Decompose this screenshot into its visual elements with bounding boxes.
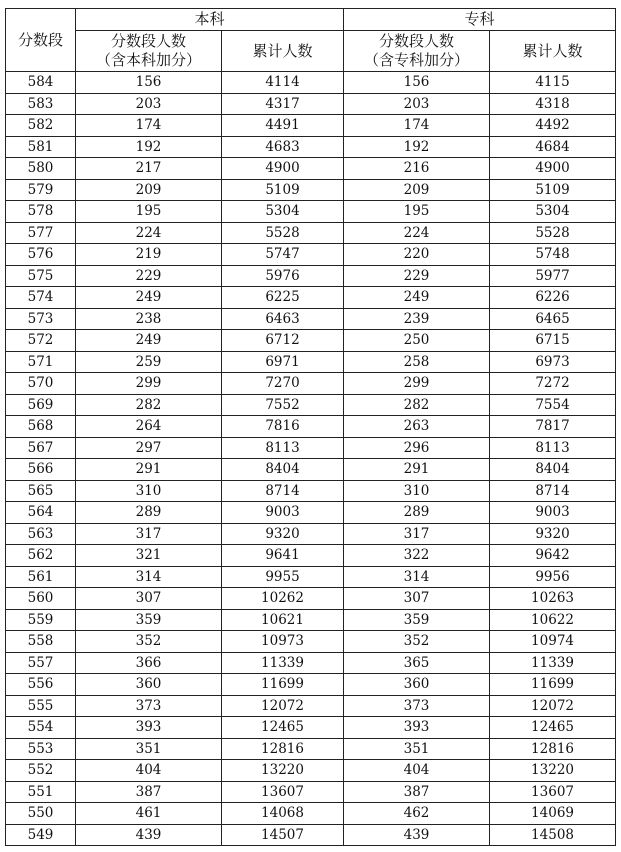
- vocational-cumulative-cell: 6973: [490, 351, 616, 373]
- undergrad-cumulative-cell: 14068: [222, 803, 344, 825]
- undergrad-count-cell: 359: [76, 609, 222, 631]
- table-row: [6, 738, 616, 760]
- score-cell: 555: [6, 695, 76, 717]
- undergrad-count-cell: 229: [76, 265, 222, 287]
- undergrad-cumulative-cell: 12816: [222, 738, 344, 760]
- score-cell: 573: [6, 308, 76, 330]
- score-cell: 572: [6, 330, 76, 352]
- undergrad-count-cell: 249: [76, 287, 222, 309]
- undergrad-count-cell: 174: [76, 115, 222, 137]
- score-cell: 578: [6, 201, 76, 223]
- vocational-count-cell: 365: [344, 652, 490, 674]
- table-row: [6, 265, 616, 287]
- table-row: [6, 351, 616, 373]
- undergrad-cumulative-cell: 9955: [222, 566, 344, 588]
- vocational-cumulative-cell: 5109: [490, 179, 616, 201]
- table-row: [6, 158, 616, 180]
- undergrad-cumulative-cell: 7816: [222, 416, 344, 438]
- vocational-count-cell: 387: [344, 781, 490, 803]
- vocational-cumulative-cell: 5977: [490, 265, 616, 287]
- vocational-cumulative-cell: 9003: [490, 502, 616, 524]
- vocational-cumulative-cell: 7817: [490, 416, 616, 438]
- vocational-cumulative-cell: 7554: [490, 394, 616, 416]
- score-cell: 582: [6, 115, 76, 137]
- undergrad-count-cell: 404: [76, 760, 222, 782]
- table-row: [6, 803, 616, 825]
- vocational-cumulative-cell: 12816: [490, 738, 616, 760]
- score-cell: 559: [6, 609, 76, 631]
- header-sub-row: [6, 31, 616, 72]
- undergrad-count-cell: 249: [76, 330, 222, 352]
- vocational-cumulative-cell: 8113: [490, 437, 616, 459]
- vocational-count-cell: 203: [344, 93, 490, 115]
- table-row: [6, 674, 616, 696]
- vocational-cumulative-cell: 7272: [490, 373, 616, 395]
- vocational-count-cell: 314: [344, 566, 490, 588]
- vocational-cumulative-cell: 14508: [490, 824, 616, 846]
- undergrad-count-header: [76, 31, 222, 72]
- score-cell: 557: [6, 652, 76, 674]
- undergrad-cumulative-cell: 6463: [222, 308, 344, 330]
- undergrad-count-cell: 297: [76, 437, 222, 459]
- vocational-count-cell: 258: [344, 351, 490, 373]
- vocational-count-header: [344, 31, 490, 72]
- score-cell: 556: [6, 674, 76, 696]
- undergrad-count-header-line1: 分数段人数: [110, 32, 186, 50]
- score-cell: 570: [6, 373, 76, 395]
- undergrad-cumulative-cell: 11339: [222, 652, 344, 674]
- undergrad-count-cell: 366: [76, 652, 222, 674]
- score-cell: 563: [6, 523, 76, 545]
- vocational-cumulative-cell: 8404: [490, 459, 616, 481]
- undergrad-count-cell: 209: [76, 179, 222, 201]
- undergrad-cumulative-header: 累计人数: [222, 31, 344, 72]
- score-cell: 549: [6, 824, 76, 846]
- undergrad-count-cell: 307: [76, 588, 222, 610]
- undergrad-cumulative-cell: 4317: [222, 93, 344, 115]
- undergrad-count-cell: 219: [76, 244, 222, 266]
- table-row: [6, 222, 616, 244]
- undergrad-cumulative-cell: 9320: [222, 523, 344, 545]
- score-cell: 583: [6, 93, 76, 115]
- score-cell: 552: [6, 760, 76, 782]
- vocational-count-cell: 209: [344, 179, 490, 201]
- vocational-cumulative-cell: 13607: [490, 781, 616, 803]
- table-row: [6, 545, 616, 567]
- vocational-count-cell: 439: [344, 824, 490, 846]
- undergrad-cumulative-cell: 6712: [222, 330, 344, 352]
- vocational-count-cell: 174: [344, 115, 490, 137]
- vocational-cumulative-cell: 5748: [490, 244, 616, 266]
- undergrad-cumulative-cell: 5528: [222, 222, 344, 244]
- vocational-count-cell: 393: [344, 717, 490, 739]
- table-row: [6, 201, 616, 223]
- vocational-cumulative-cell: 4115: [490, 72, 616, 94]
- score-distribution-table: [5, 8, 616, 846]
- undergrad-cumulative-cell: 11699: [222, 674, 344, 696]
- vocational-count-cell: 249: [344, 287, 490, 309]
- undergrad-count-cell: 264: [76, 416, 222, 438]
- vocational-cumulative-cell: 5528: [490, 222, 616, 244]
- vocational-cumulative-cell: 13220: [490, 760, 616, 782]
- score-cell: 569: [6, 394, 76, 416]
- vocational-count-cell: 239: [344, 308, 490, 330]
- undergrad-count-header-line2: （含本科加分）: [95, 51, 201, 69]
- vocational-cumulative-cell: 11339: [490, 652, 616, 674]
- table-row: [6, 631, 616, 653]
- table-row: [6, 609, 616, 631]
- score-cell: 574: [6, 287, 76, 309]
- vocational-cumulative-cell: 11699: [490, 674, 616, 696]
- vocational-cumulative-cell: 4318: [490, 93, 616, 115]
- undergrad-count-cell: 321: [76, 545, 222, 567]
- undergrad-cumulative-cell: 13220: [222, 760, 344, 782]
- undergrad-cumulative-cell: 5304: [222, 201, 344, 223]
- undergrad-cumulative-cell: 12072: [222, 695, 344, 717]
- score-cell: 567: [6, 437, 76, 459]
- undergrad-count-cell: 156: [76, 72, 222, 94]
- vocational-cumulative-cell: 4684: [490, 136, 616, 158]
- vocational-cumulative-cell: 10974: [490, 631, 616, 653]
- vocational-count-cell: 195: [344, 201, 490, 223]
- undergrad-cumulative-cell: 4683: [222, 136, 344, 158]
- score-cell: 577: [6, 222, 76, 244]
- undergrad-cumulative-cell: 5747: [222, 244, 344, 266]
- table-row: [6, 115, 616, 137]
- vocational-count-header-line1: 分数段人数: [379, 32, 455, 50]
- undergrad-count-cell: 299: [76, 373, 222, 395]
- score-cell: 562: [6, 545, 76, 567]
- undergrad-count-cell: 224: [76, 222, 222, 244]
- vocational-count-cell: 192: [344, 136, 490, 158]
- score-cell: 551: [6, 781, 76, 803]
- vocational-cumulative-cell: 8714: [490, 480, 616, 502]
- undergrad-cumulative-cell: 8113: [222, 437, 344, 459]
- table-row: [6, 523, 616, 545]
- table-header: [6, 9, 616, 72]
- undergrad-cumulative-cell: 13607: [222, 781, 344, 803]
- table-row: [6, 459, 616, 481]
- vocational-cumulative-cell: 9642: [490, 545, 616, 567]
- vocational-count-cell: 263: [344, 416, 490, 438]
- vocational-cumulative-cell: 6226: [490, 287, 616, 309]
- undergrad-cumulative-cell: 10973: [222, 631, 344, 653]
- vocational-count-cell: 404: [344, 760, 490, 782]
- vocational-cumulative-cell: 12465: [490, 717, 616, 739]
- vocational-count-cell: 296: [344, 437, 490, 459]
- score-cell: 561: [6, 566, 76, 588]
- score-cell: 560: [6, 588, 76, 610]
- vocational-count-cell: 359: [344, 609, 490, 631]
- undergrad-count-cell: 217: [76, 158, 222, 180]
- table-row: [6, 373, 616, 395]
- undergrad-cumulative-cell: 7552: [222, 394, 344, 416]
- table-row: [6, 695, 616, 717]
- table-row: [6, 416, 616, 438]
- undergrad-cumulative-cell: 10621: [222, 609, 344, 631]
- vocational-count-cell: 299: [344, 373, 490, 395]
- undergrad-count-cell: 393: [76, 717, 222, 739]
- vocational-group-header: 专科: [344, 9, 616, 31]
- table-row: [6, 308, 616, 330]
- score-cell: 576: [6, 244, 76, 266]
- score-cell: 581: [6, 136, 76, 158]
- undergrad-cumulative-cell: 5976: [222, 265, 344, 287]
- undergrad-count-cell: 282: [76, 394, 222, 416]
- vocational-cumulative-cell: 5304: [490, 201, 616, 223]
- table-row: [6, 437, 616, 459]
- table-row: [6, 781, 616, 803]
- undergrad-cumulative-cell: 9641: [222, 545, 344, 567]
- undergrad-cumulative-cell: 10262: [222, 588, 344, 610]
- undergrad-cumulative-cell: 4900: [222, 158, 344, 180]
- vocational-count-cell: 291: [344, 459, 490, 481]
- table-row: [6, 566, 616, 588]
- table-body: [6, 72, 616, 846]
- undergrad-count-cell: 439: [76, 824, 222, 846]
- score-cell: 579: [6, 179, 76, 201]
- undergrad-cumulative-cell: 7270: [222, 373, 344, 395]
- vocational-cumulative-cell: 9320: [490, 523, 616, 545]
- table-row: [6, 824, 616, 846]
- score-cell: 580: [6, 158, 76, 180]
- vocational-cumulative-cell: 6465: [490, 308, 616, 330]
- vocational-count-cell: 360: [344, 674, 490, 696]
- undergrad-cumulative-cell: 6971: [222, 351, 344, 373]
- vocational-count-cell: 229: [344, 265, 490, 287]
- table-row: [6, 330, 616, 352]
- undergrad-cumulative-cell: 8404: [222, 459, 344, 481]
- vocational-count-cell: 156: [344, 72, 490, 94]
- vocational-count-cell: 289: [344, 502, 490, 524]
- undergrad-count-cell: 289: [76, 502, 222, 524]
- vocational-cumulative-cell: 4900: [490, 158, 616, 180]
- table-row: [6, 760, 616, 782]
- score-cell: 565: [6, 480, 76, 502]
- vocational-count-cell: 250: [344, 330, 490, 352]
- vocational-count-header-line2: （含专科加分）: [364, 51, 470, 69]
- vocational-count-cell: 310: [344, 480, 490, 502]
- table-row: [6, 480, 616, 502]
- vocational-count-cell: 317: [344, 523, 490, 545]
- table-row: [6, 93, 616, 115]
- undergrad-count-cell: 310: [76, 480, 222, 502]
- table-row: [6, 72, 616, 94]
- undergrad-cumulative-cell: 4114: [222, 72, 344, 94]
- score-segment-header: 分数段: [6, 9, 76, 72]
- vocational-cumulative-cell: 12072: [490, 695, 616, 717]
- score-cell: 564: [6, 502, 76, 524]
- undergrad-cumulative-cell: 12465: [222, 717, 344, 739]
- table-row: [6, 287, 616, 309]
- vocational-count-cell: 322: [344, 545, 490, 567]
- vocational-cumulative-header: 累计人数: [490, 31, 616, 72]
- undergrad-count-cell: 259: [76, 351, 222, 373]
- undergrad-count-cell: 352: [76, 631, 222, 653]
- vocational-count-cell: 224: [344, 222, 490, 244]
- table-row: [6, 394, 616, 416]
- vocational-count-cell: 282: [344, 394, 490, 416]
- vocational-cumulative-cell: 6715: [490, 330, 616, 352]
- table-row: [6, 136, 616, 158]
- score-cell: 571: [6, 351, 76, 373]
- table-row: [6, 179, 616, 201]
- undergrad-count-cell: 192: [76, 136, 222, 158]
- undergrad-count-cell: 360: [76, 674, 222, 696]
- undergrad-cumulative-cell: 4491: [222, 115, 344, 137]
- vocational-count-cell: 373: [344, 695, 490, 717]
- undergrad-count-cell: 238: [76, 308, 222, 330]
- undergrad-cumulative-cell: 5109: [222, 179, 344, 201]
- vocational-count-cell: 352: [344, 631, 490, 653]
- vocational-cumulative-cell: 10263: [490, 588, 616, 610]
- vocational-count-cell: 220: [344, 244, 490, 266]
- table-row: [6, 244, 616, 266]
- score-cell: 553: [6, 738, 76, 760]
- undergrad-count-cell: 351: [76, 738, 222, 760]
- score-cell: 566: [6, 459, 76, 481]
- table-row: [6, 588, 616, 610]
- undergrad-count-cell: 461: [76, 803, 222, 825]
- vocational-cumulative-cell: 14069: [490, 803, 616, 825]
- score-cell: 554: [6, 717, 76, 739]
- undergrad-count-cell: 203: [76, 93, 222, 115]
- undergrad-count-cell: 314: [76, 566, 222, 588]
- undergrad-cumulative-cell: 8714: [222, 480, 344, 502]
- vocational-cumulative-cell: 9956: [490, 566, 616, 588]
- undergrad-count-cell: 387: [76, 781, 222, 803]
- table-row: [6, 717, 616, 739]
- score-cell: 568: [6, 416, 76, 438]
- score-cell: 575: [6, 265, 76, 287]
- undergrad-count-cell: 195: [76, 201, 222, 223]
- vocational-count-cell: 462: [344, 803, 490, 825]
- undergrad-cumulative-cell: 6225: [222, 287, 344, 309]
- undergrad-count-cell: 373: [76, 695, 222, 717]
- header-group-row: [6, 9, 616, 31]
- vocational-cumulative-cell: 4492: [490, 115, 616, 137]
- vocational-count-cell: 307: [344, 588, 490, 610]
- score-cell: 558: [6, 631, 76, 653]
- table-row: [6, 502, 616, 524]
- vocational-cumulative-cell: 10622: [490, 609, 616, 631]
- undergrad-cumulative-cell: 14507: [222, 824, 344, 846]
- undergrad-count-cell: 317: [76, 523, 222, 545]
- undergrad-group-header: 本科: [76, 9, 344, 31]
- vocational-count-cell: 216: [344, 158, 490, 180]
- vocational-count-cell: 351: [344, 738, 490, 760]
- score-cell: 584: [6, 72, 76, 94]
- undergrad-count-cell: 291: [76, 459, 222, 481]
- table-row: [6, 652, 616, 674]
- score-cell: 550: [6, 803, 76, 825]
- undergrad-cumulative-cell: 9003: [222, 502, 344, 524]
